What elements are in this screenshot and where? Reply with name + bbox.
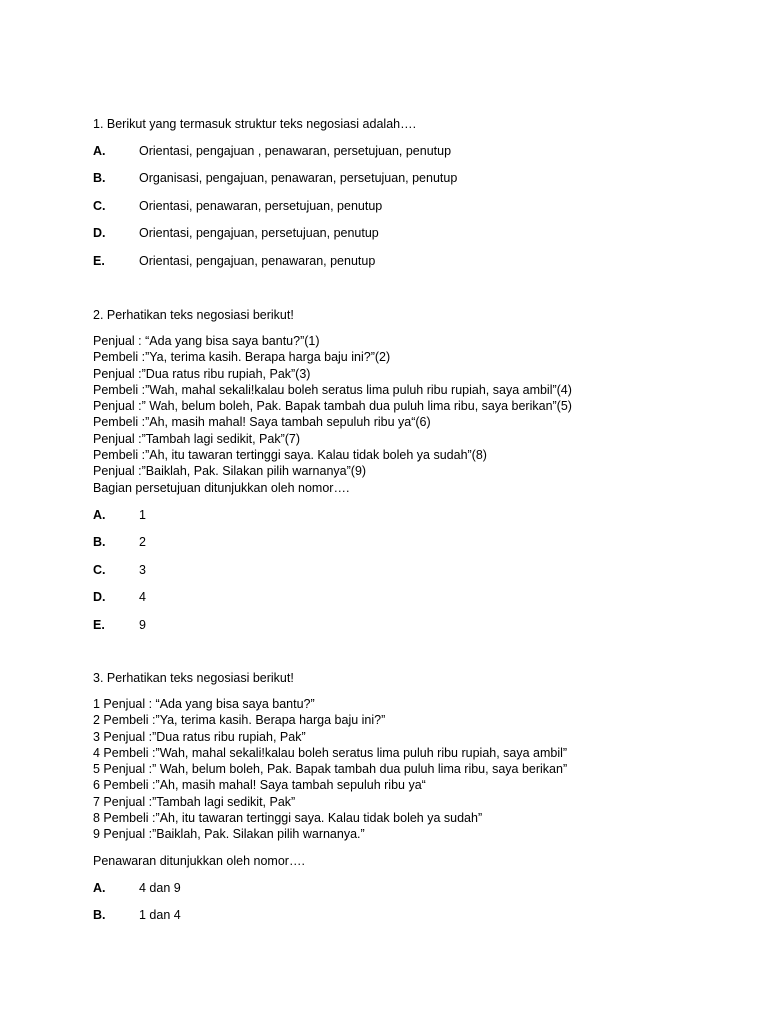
option-item[interactable] <box>93 562 733 589</box>
option-letter: C. <box>93 198 106 213</box>
option-letter: A. <box>93 880 106 895</box>
option-text: 1 dan 4 <box>139 908 181 923</box>
option-item[interactable] <box>93 507 733 534</box>
option-item[interactable] <box>93 880 733 907</box>
dialog-line: 7 Penjual :”Tambah lagi sedikit, Pak” <box>93 794 296 809</box>
option-text: Orientasi, pengajuan , penawaran, persetujuan, penutup <box>139 144 452 158</box>
dialog-line: Pembeli :”Ya, terima kasih. Berapa harga baju ini?”(2) <box>93 350 391 365</box>
option-letter: E. <box>93 253 105 268</box>
option-item[interactable] <box>93 225 733 252</box>
question-prompt: Penawaran ditunjukkan oleh nomor…. <box>93 853 305 868</box>
option-text: Orientasi, pengajuan, persetujuan, penutup <box>139 226 379 241</box>
option-text: Orientasi, pengajuan, penawaran, penutup <box>139 253 376 268</box>
question-title: 2. Perhatikan teks negosiasi berikut! <box>93 308 294 322</box>
option-item[interactable] <box>93 907 733 934</box>
option-item[interactable] <box>93 198 733 225</box>
question-3 <box>93 670 733 935</box>
option-text: 3 <box>139 562 146 577</box>
option-list <box>93 143 733 280</box>
option-text: Organisasi, pengajuan, penawaran, persetujuan, penutup <box>139 171 458 186</box>
option-text: Orientasi, penawaran, persetujuan, penutup <box>139 198 383 213</box>
option-list <box>93 507 733 644</box>
dialog-line: 4 Pembeli :”Wah, mahal sekali!kalau boleh seratus lima puluh ribu rupiah, saya ambil” <box>93 745 568 760</box>
option-item[interactable] <box>93 143 733 170</box>
dialog-line: 1 Penjual : “Ada yang bisa saya bantu?” <box>93 697 315 711</box>
option-list <box>93 880 733 935</box>
option-item[interactable] <box>93 170 733 197</box>
option-letter: A. <box>93 507 106 522</box>
option-text: 4 dan 9 <box>139 880 181 895</box>
option-text: 2 <box>139 535 146 550</box>
option-letter: B. <box>93 535 106 550</box>
option-item[interactable] <box>93 617 733 644</box>
option-text: 4 <box>139 590 146 605</box>
dialog-line: 3 Penjual :”Dua ratus ribu rupiah, Pak” <box>93 729 306 744</box>
dialog-line: Pembeli :”Ah, itu tawaran tertinggi saya. Kalau tidak boleh ya sudah”(8) <box>93 448 487 463</box>
dialog-line: 9 Penjual :”Baiklah, Pak. Silakan pilih warnanya.” <box>93 827 365 842</box>
dialog-line: Pembeli :”Ah, masih mahal! Saya tambah sepuluh ribu ya“(6) <box>93 415 431 430</box>
dialog-line: Penjual :”Tambah lagi sedikit, Pak”(7) <box>93 431 301 446</box>
option-letter: E. <box>93 617 105 632</box>
dialog-line: Penjual :”Baiklah, Pak. Silakan pilih warnanya”(9) <box>93 464 367 479</box>
option-letter: B. <box>93 908 106 923</box>
question-2 <box>93 307 733 644</box>
dialog-text <box>93 696 733 843</box>
dialog-line: 2 Pembeli :”Ya, terima kasih. Berapa harga baju ini?” <box>93 713 386 728</box>
dialog-text <box>93 333 733 480</box>
dialog-line: 5 Penjual :” Wah, belum boleh, Pak. Bapak tambah dua puluh lima ribu, saya berikan” <box>93 762 568 777</box>
option-letter: B. <box>93 171 106 186</box>
dialog-line: Pembeli :”Wah, mahal sekali!kalau boleh seratus lima puluh ribu rupiah, saya ambil”(4) <box>93 382 572 397</box>
option-letter: C. <box>93 562 106 577</box>
option-item[interactable] <box>93 534 733 561</box>
option-item[interactable] <box>93 253 733 280</box>
option-letter: D. <box>93 590 106 605</box>
dialog-line: Penjual :”Dua ratus ribu rupiah, Pak”(3) <box>93 366 311 381</box>
question-prompt: Bagian persetujuan ditunjukkan oleh nomor…. <box>93 480 350 495</box>
question-1 <box>93 116 733 280</box>
dialog-line: 6 Pembeli :”Ah, masih mahal! Saya tambah sepuluh ribu ya“ <box>93 778 426 793</box>
option-text: 9 <box>139 617 146 632</box>
question-title: 3. Perhatikan teks negosiasi berikut! <box>93 671 294 685</box>
dialog-line: Penjual : “Ada yang bisa saya bantu?”(1) <box>93 334 320 348</box>
option-text: 1 <box>139 507 146 522</box>
option-item[interactable] <box>93 589 733 616</box>
dialog-line: 8 Pembeli :”Ah, itu tawaran tertinggi saya. Kalau tidak boleh ya sudah” <box>93 811 483 826</box>
option-letter: D. <box>93 226 106 241</box>
dialog-line: Penjual :” Wah, belum boleh, Pak. Bapak tambah dua puluh lima ribu, saya berikan”(5) <box>93 399 572 414</box>
option-letter: A. <box>93 144 106 158</box>
question-title: 1. Berikut yang termasuk struktur teks negosiasi adalah…. <box>93 117 417 131</box>
